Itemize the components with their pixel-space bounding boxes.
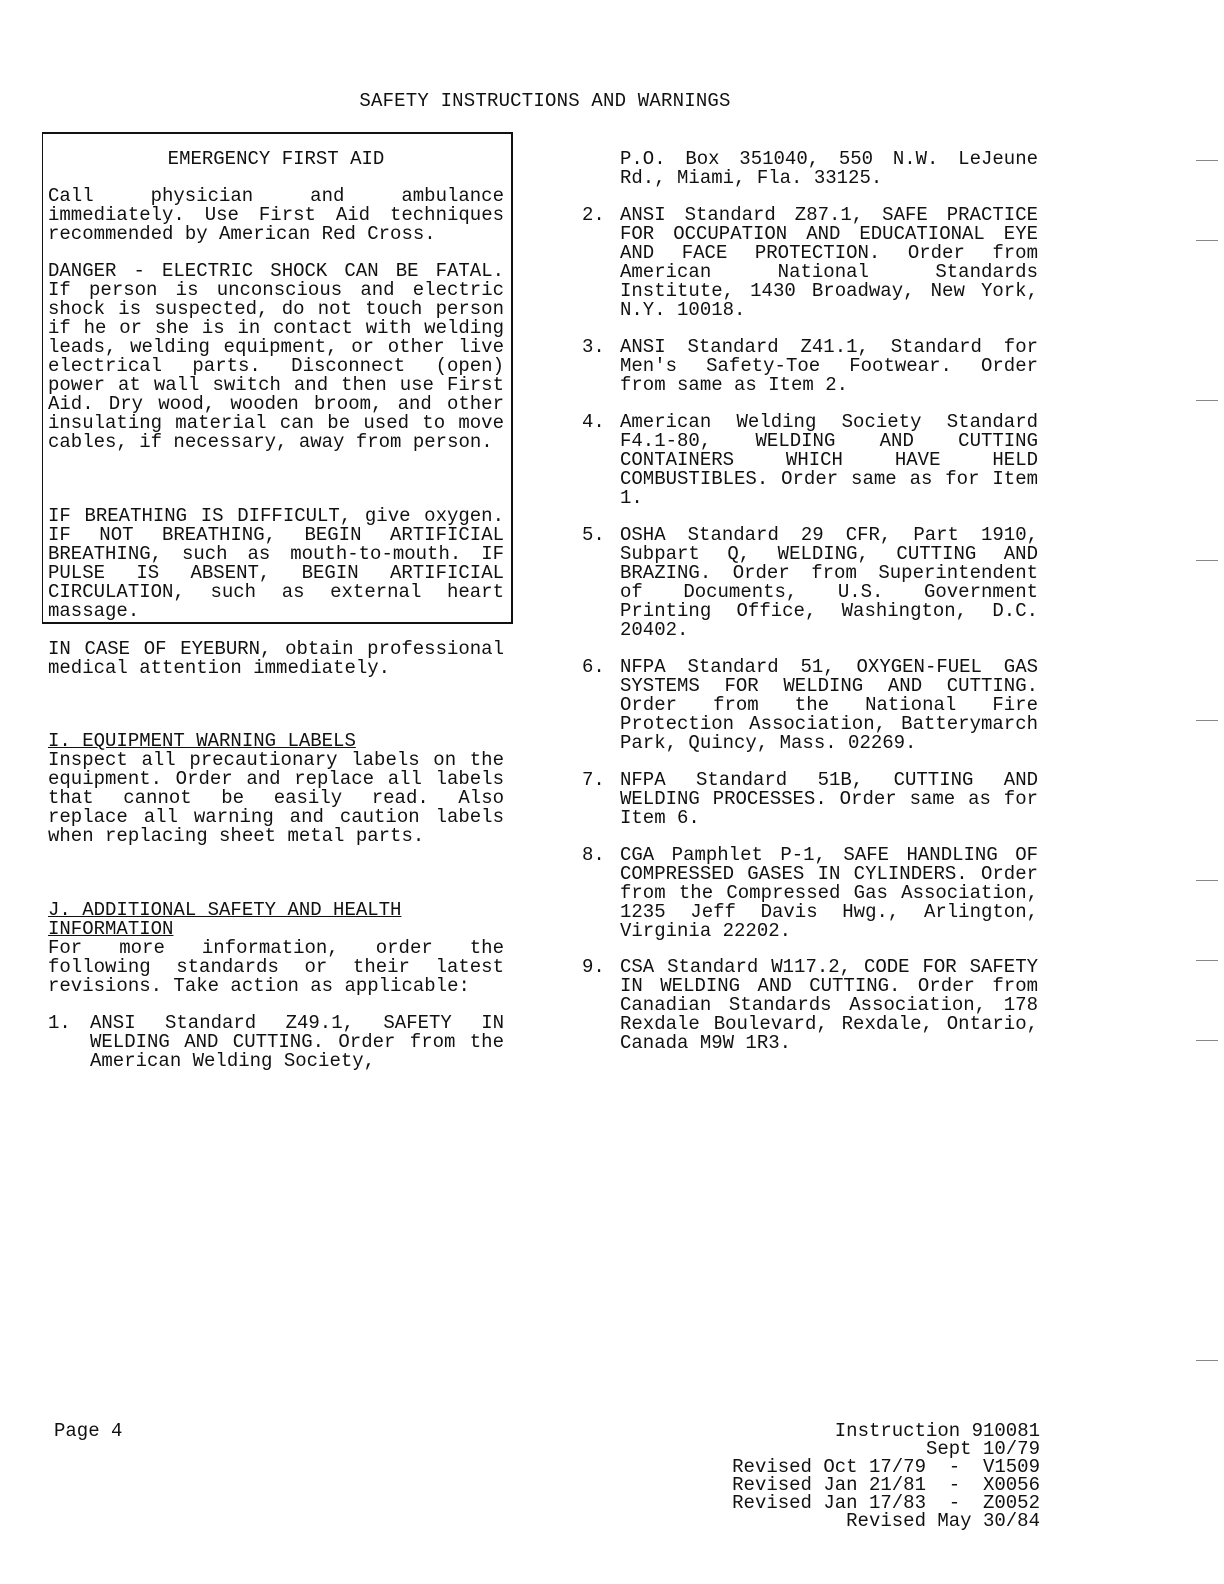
first-aid-para-electric-shock: DANGER - ELECTRIC SHOCK CAN BE FATAL. If person is unconscious and electric shock is suspected, do not touch person if he or she is in contact with welding leads, welding equipment, or other live electrical parts. Disconnect (open) power at wall switch and then use First Aid. Dry wood, wooden broom, and other insulating material can be used to move cables, if necessary, away from person. [48, 260, 504, 453]
list-item-5: OSHA Standard 29 CFR, Part 1910, Subpart Q, WELDING, CUTTING AND BRAZING. Order from Superintendent of Documents, U.S. Government Printing Office, Washington, D.C. 20402. [620, 524, 1038, 641]
revision-line: Revised Jan 17/83 - Z0052 [732, 1492, 1040, 1514]
list-item-9: CSA Standard W117.2, CODE FOR SAFETY IN WELDING AND CUTTING. Order from Canadian Standards Association, 178 Rexdale Boulevard, Rexdale, Ontario, Canada M9W 1R3. [620, 956, 1038, 1054]
first-aid-box-bottom-rule [42, 622, 513, 624]
page-number: Page 4 [54, 1420, 123, 1442]
list-item-2: ANSI Standard Z87.1, SAFE PRACTICE FOR OCCUPATION AND EDUCATIONAL EYE AND FACE PROTECTION. Order from American National Standards Institute, 1430 Broadway, New York, N.Y. 10018. [620, 204, 1038, 321]
list-item-number: 6. [582, 656, 605, 678]
scan-edge-mark [1196, 720, 1218, 721]
scan-edge-mark [1196, 880, 1218, 881]
scan-edge-mark [1196, 560, 1218, 561]
first-aid-para-call: Call physician and ambulance immediately. Use First Aid techniques recommended by American Red Cross. [48, 185, 504, 245]
revision-line: Revised Jan 21/81 - X0056 [732, 1474, 1040, 1496]
list-item-number: 5. [582, 524, 605, 546]
page-title: SAFETY INSTRUCTIONS AND WARNINGS [359, 90, 731, 112]
list-item-number: 7. [582, 769, 605, 791]
section-j-body: For more information, order the following standards or their latest revisions. Take action as applicable: [48, 937, 504, 997]
scan-edge-mark [1196, 1360, 1218, 1361]
list-item-8: CGA Pamphlet P-1, SAFE HANDLING OF COMPRESSED GASES IN CYLINDERS. Order from the Compressed Gas Association, 1235 Jeff Davis Hwg., Arlington, Virginia 22202. [620, 844, 1038, 942]
list-item-1-continued: P.O. Box 351040, 550 N.W. LeJeune Rd., Miami, Fla. 33125. [620, 148, 1038, 189]
list-item-6: NFPA Standard 51, OXYGEN-FUEL GAS SYSTEMS FOR WELDING AND CUTTING. Order from the National Fire Protection Association, Batterymarch Park, Quincy, Mass. 02269. [620, 656, 1038, 754]
list-item-number: 1. [48, 1012, 71, 1034]
scan-edge-mark [1196, 240, 1218, 241]
scan-edge-mark [1196, 400, 1218, 401]
list-item-1: ANSI Standard Z49.1, SAFETY IN WELDING AND CUTTING. Order from the American Welding Society, [90, 1012, 504, 1072]
revision-line: Revised May 30/84 [846, 1510, 1040, 1532]
instruction-date: Sept 10/79 [925, 1438, 1040, 1460]
list-item-number: 8. [582, 844, 605, 866]
eyeburn-paragraph: IN CASE OF EYEBURN, obtain professional medical attention immediately. [48, 638, 504, 679]
list-item-4: American Welding Society Standard F4.1-80, WELDING AND CUTTING CONTAINERS WHICH HAVE HELD COMBUSTIBLES. Order same as for Item 1. [620, 411, 1038, 509]
list-item-number: 4. [582, 411, 605, 433]
scan-edge-mark [1196, 160, 1218, 161]
section-j-title: J. ADDITIONAL SAFETY AND HEALTH INFORMATION [48, 899, 402, 940]
revision-line: Revised Oct 17/79 - V1509 [732, 1456, 1040, 1478]
instruction-number: Instruction 910081 [834, 1420, 1040, 1442]
first-aid-para-breathing: IF BREATHING IS DIFFICULT, give oxygen. IF NOT BREATHING, BEGIN ARTIFICIAL BREATHING, such as mouth-to-mouth. IF PULSE IS ABSENT, BEGIN ARTIFICIAL CIRCULATION, such as external heart massage. [48, 505, 504, 622]
list-item-number: 3. [582, 336, 605, 358]
section-i-title: I. EQUIPMENT WARNING LABELS [48, 730, 356, 752]
section-i-body: Inspect all precautionary labels on the equipment. Order and replace all labels that cannot be easily read. Also replace all warning and caution labels when replacing sheet metal parts. [48, 749, 504, 847]
list-item-7: NFPA Standard 51B, CUTTING AND WELDING PROCESSES. Order same as for Item 6. [620, 769, 1038, 829]
list-item-3: ANSI Standard Z41.1, Standard for Men's Safety-Toe Footwear. Order from same as Item 2. [620, 336, 1038, 396]
list-item-number: 9. [582, 956, 605, 978]
scan-edge-mark [1196, 1040, 1218, 1041]
first-aid-heading: EMERGENCY FIRST AID [167, 148, 385, 170]
scan-edge-mark [1196, 960, 1218, 961]
list-item-number: 2. [582, 204, 605, 226]
